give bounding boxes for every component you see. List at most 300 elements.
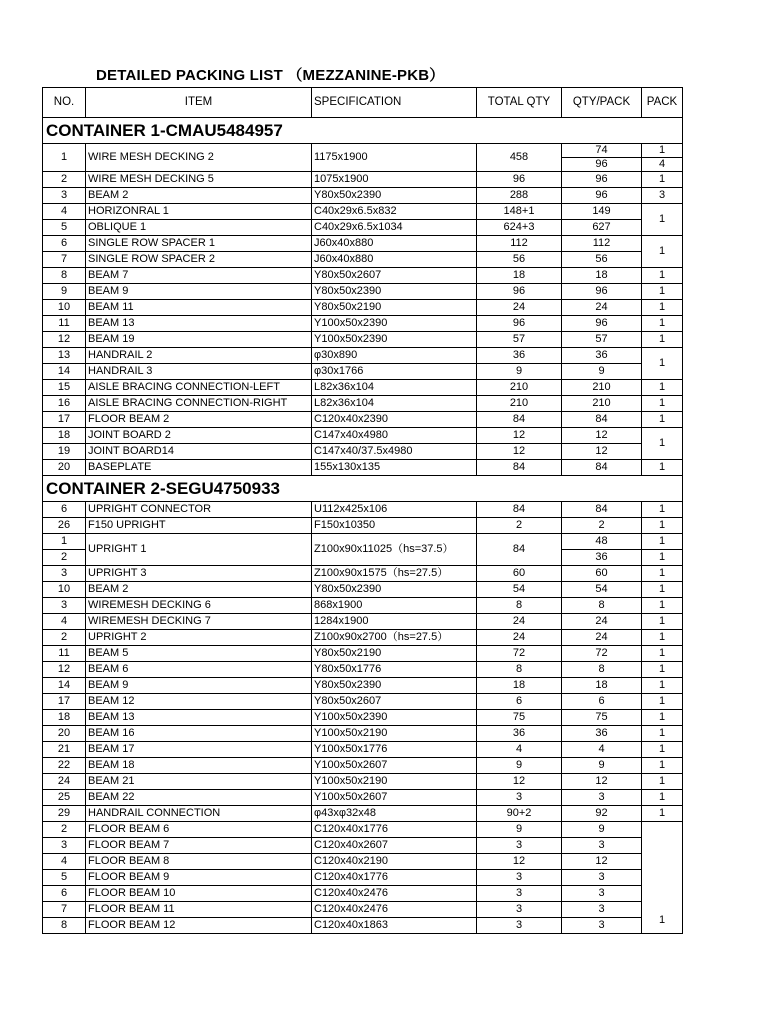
cell-no: 12: [43, 662, 86, 678]
cell-qty-per-pack: 60: [562, 566, 642, 582]
cell-no: 3: [43, 598, 86, 614]
table-row: [43, 742, 683, 758]
table-row: [43, 838, 683, 854]
cell-item: BEAM 13: [86, 710, 312, 726]
table-row: [43, 284, 683, 300]
cell-pack: 1: [642, 758, 683, 774]
cell-spec: U112x425x106: [312, 502, 477, 518]
cell-spec: Z100x90x1575（hs=27.5）: [312, 566, 477, 582]
cell-item: AISLE BRACING CONNECTION-LEFT: [86, 380, 312, 396]
cell-total-qty: 54: [477, 582, 562, 598]
cell-total-qty: 24: [477, 300, 562, 316]
cell-item: JOINT BOARD14: [86, 444, 312, 460]
table-row: [43, 428, 683, 444]
cell-pack: 1: [642, 380, 683, 396]
cell-item: BEAM 11: [86, 300, 312, 316]
cell-no: 6: [43, 886, 86, 902]
cell-qty-per-pack: 18: [562, 268, 642, 284]
cell-spec: 155x130x135: [312, 460, 477, 476]
cell-no: 11: [43, 316, 86, 332]
cell-qty-per-pack: 36: [562, 550, 642, 566]
cell-qty-per-pack: 3: [562, 838, 642, 854]
cell-pack: 1: [642, 204, 683, 236]
cell-item: UPRIGHT 3: [86, 566, 312, 582]
cell-spec: L82x36x104: [312, 380, 477, 396]
cell-no: 22: [43, 758, 86, 774]
table-row: [43, 758, 683, 774]
table-row: [43, 870, 683, 886]
cell-item: BEAM 9: [86, 284, 312, 300]
cell-qty-per-pack: 72: [562, 646, 642, 662]
cell-total-qty: 2: [477, 518, 562, 534]
cell-item: FLOOR BEAM 7: [86, 838, 312, 854]
table-row: [43, 316, 683, 332]
cell-qty-per-pack: 8: [562, 598, 642, 614]
cell-pack: 1: [642, 726, 683, 742]
column-header-no: NO.: [43, 88, 86, 118]
cell-item: FLOOR BEAM 6: [86, 822, 312, 838]
table-row: [43, 380, 683, 396]
cell-pack: 1: [642, 678, 683, 694]
cell-spec: Y80x50x2607: [312, 268, 477, 284]
table-row: [43, 582, 683, 598]
table-row: [43, 630, 683, 646]
cell-item: BASEPLATE: [86, 460, 312, 476]
cell-item: BEAM 5: [86, 646, 312, 662]
table-row: [43, 598, 683, 614]
cell-item: OBLIQUE 1: [86, 220, 312, 236]
cell-no: 9: [43, 284, 86, 300]
cell-item: BEAM 12: [86, 694, 312, 710]
table-row: [43, 236, 683, 252]
cell-total-qty: 96: [477, 316, 562, 332]
table-row: [43, 268, 683, 284]
cell-qty-per-pack: 54: [562, 582, 642, 598]
cell-qty-per-pack: 149: [562, 204, 642, 220]
cell-qty-per-pack: 12: [562, 444, 642, 460]
cell-item: BEAM 13: [86, 316, 312, 332]
cell-item: WIREMESH DECKING 7: [86, 614, 312, 630]
cell-spec: Y100x50x1776: [312, 742, 477, 758]
cell-qty-per-pack: 4: [562, 742, 642, 758]
cell-spec: C120x40x2390: [312, 412, 477, 428]
cell-no: 26: [43, 518, 86, 534]
cell-item: HANDRAIL 3: [86, 364, 312, 380]
cell-spec: L82x36x104: [312, 396, 477, 412]
cell-qty-per-pack: 96: [562, 188, 642, 204]
cell-item: FLOOR BEAM 8: [86, 854, 312, 870]
cell-qty-per-pack: 92: [562, 806, 642, 822]
cell-qty-per-pack: 112: [562, 236, 642, 252]
cell-no: 29: [43, 806, 86, 822]
cell-total-qty: 9: [477, 822, 562, 838]
cell-total-qty: 3: [477, 886, 562, 902]
cell-qty-per-pack: 56: [562, 252, 642, 268]
cell-no: 5: [43, 220, 86, 236]
cell-qty-per-pack: 96: [562, 158, 642, 172]
cell-item: BEAM 7: [86, 268, 312, 284]
cell-pack: 1: [642, 300, 683, 316]
cell-item: SINGLE ROW SPACER 2: [86, 252, 312, 268]
cell-pack: 1: [642, 646, 683, 662]
cell-pack: 1: [642, 284, 683, 300]
cell-total-qty: 60: [477, 566, 562, 582]
cell-total-qty: 12: [477, 444, 562, 460]
cell-qty-per-pack: 96: [562, 316, 642, 332]
cell-item: UPRIGHT 1: [86, 534, 312, 566]
cell-item: UPRIGHT 2: [86, 630, 312, 646]
cell-no: 17: [43, 412, 86, 428]
table-row: [43, 412, 683, 428]
cell-spec: C120x40x2476: [312, 902, 477, 918]
cell-total-qty: 12: [477, 774, 562, 790]
cell-qty-per-pack: 24: [562, 300, 642, 316]
cell-item: BEAM 21: [86, 774, 312, 790]
column-header-qty-per-pack: QTY/PACK: [562, 88, 642, 118]
cell-pack: 1: [642, 806, 683, 822]
cell-qty-per-pack: 12: [562, 854, 642, 870]
cell-spec: Y100x50x2607: [312, 790, 477, 806]
cell-total-qty: 458: [477, 144, 562, 172]
cell-no: 13: [43, 348, 86, 364]
cell-spec: C120x40x1863: [312, 918, 477, 934]
cell-no: 20: [43, 460, 86, 476]
cell-no: 8: [43, 918, 86, 934]
table-row: [43, 220, 683, 236]
cell-qty-per-pack: 3: [562, 902, 642, 918]
cell-total-qty: 210: [477, 396, 562, 412]
cell-spec: Y80x50x2390: [312, 284, 477, 300]
cell-pack: 1: [642, 790, 683, 806]
cell-total-qty: 210: [477, 380, 562, 396]
cell-total-qty: 72: [477, 646, 562, 662]
cell-pack: 1: [642, 598, 683, 614]
cell-spec: C120x40x2190: [312, 854, 477, 870]
table-row: [43, 614, 683, 630]
cell-item: BEAM 6: [86, 662, 312, 678]
cell-item: F150 UPRIGHT: [86, 518, 312, 534]
cell-item: SINGLE ROW SPACER 1: [86, 236, 312, 252]
cell-no: 20: [43, 726, 86, 742]
cell-no: 10: [43, 300, 86, 316]
cell-total-qty: 3: [477, 838, 562, 854]
cell-total-qty: 9: [477, 758, 562, 774]
cell-no: 7: [43, 252, 86, 268]
table-row: [43, 678, 683, 694]
cell-item: WIRE MESH DECKING 2: [86, 144, 312, 172]
cell-total-qty: 3: [477, 870, 562, 886]
cell-no: 15: [43, 380, 86, 396]
table-row: [43, 726, 683, 742]
cell-no: 5: [43, 870, 86, 886]
cell-total-qty: 36: [477, 726, 562, 742]
cell-total-qty: 84: [477, 460, 562, 476]
cell-spec: C147x40/37.5x4980: [312, 444, 477, 460]
container-header-row: [43, 118, 683, 144]
cell-no: 2: [43, 822, 86, 838]
column-header-total-qty: TOTAL QTY: [477, 88, 562, 118]
cell-qty-per-pack: 48: [562, 534, 642, 550]
cell-total-qty: 57: [477, 332, 562, 348]
cell-item: BEAM 9: [86, 678, 312, 694]
cell-spec: Z100x90x11025（hs=37.5）: [312, 534, 477, 566]
cell-item: HANDRAIL 2: [86, 348, 312, 364]
cell-total-qty: 624+3: [477, 220, 562, 236]
cell-no: 24: [43, 774, 86, 790]
cell-no: 4: [43, 854, 86, 870]
cell-total-qty: 4: [477, 742, 562, 758]
cell-total-qty: 90+2: [477, 806, 562, 822]
cell-spec: C40x29x6.5x1034: [312, 220, 477, 236]
table-row: [43, 144, 683, 158]
table-row: [43, 694, 683, 710]
table-row: [43, 460, 683, 476]
cell-no: 2: [43, 630, 86, 646]
table-row: [43, 332, 683, 348]
cell-spec: C147x40x4980: [312, 428, 477, 444]
cell-total-qty: 18: [477, 268, 562, 284]
table-row: [43, 396, 683, 412]
cell-spec: φ30x890: [312, 348, 477, 364]
table-row: [43, 188, 683, 204]
cell-qty-per-pack: 3: [562, 886, 642, 902]
cell-total-qty: 12: [477, 428, 562, 444]
table-header-row: [43, 88, 683, 118]
cell-spec: C120x40x1776: [312, 822, 477, 838]
cell-total-qty: 9: [477, 364, 562, 380]
cell-spec: Y80x50x2390: [312, 678, 477, 694]
cell-total-qty: 36: [477, 348, 562, 364]
cell-pack: 1: [642, 172, 683, 188]
cell-qty-per-pack: 84: [562, 502, 642, 518]
cell-spec: Y80x50x2390: [312, 188, 477, 204]
cell-spec: Y100x50x2190: [312, 774, 477, 790]
cell-qty-per-pack: 75: [562, 710, 642, 726]
table-row: [43, 364, 683, 380]
cell-qty-per-pack: 36: [562, 348, 642, 364]
cell-item: BEAM 17: [86, 742, 312, 758]
cell-qty-per-pack: 24: [562, 614, 642, 630]
cell-qty-per-pack: 8: [562, 662, 642, 678]
table-row: [43, 662, 683, 678]
cell-qty-per-pack: 3: [562, 790, 642, 806]
cell-spec: Y80x50x1776: [312, 662, 477, 678]
cell-spec: C120x40x2607: [312, 838, 477, 854]
cell-item: AISLE BRACING CONNECTION-RIGHT: [86, 396, 312, 412]
table-row: [43, 646, 683, 662]
cell-total-qty: 24: [477, 630, 562, 646]
cell-spec: Y100x50x2390: [312, 316, 477, 332]
cell-no: 19: [43, 444, 86, 460]
cell-pack: 1: [642, 502, 683, 518]
cell-spec: Y100x50x2390: [312, 332, 477, 348]
table-row: [43, 710, 683, 726]
table-row: [43, 854, 683, 870]
cell-qty-per-pack: 9: [562, 364, 642, 380]
column-header-item: ITEM: [86, 88, 312, 118]
column-header-specification: SPECIFICATION: [312, 88, 477, 118]
cell-total-qty: 75: [477, 710, 562, 726]
cell-item: UPRIGHT CONNECTOR: [86, 502, 312, 518]
cell-qty-per-pack: 9: [562, 822, 642, 838]
cell-no: 12: [43, 332, 86, 348]
cell-spec: φ43xφ32x48: [312, 806, 477, 822]
column-header-pack: PACK: [642, 88, 683, 118]
table-row: [43, 806, 683, 822]
cell-total-qty: 3: [477, 902, 562, 918]
cell-total-qty: 3: [477, 918, 562, 934]
cell-qty-per-pack: 3: [562, 870, 642, 886]
container-label: CONTAINER 1-CMAU5484957: [43, 118, 683, 144]
cell-no: 3: [43, 188, 86, 204]
table-row: [43, 444, 683, 460]
cell-spec: Y80x50x2607: [312, 694, 477, 710]
container-header-row: [43, 476, 683, 502]
cell-pack: 1: [642, 316, 683, 332]
cell-pack: 1: [642, 662, 683, 678]
cell-no: 1: [43, 534, 86, 550]
cell-pack: 1: [642, 614, 683, 630]
cell-qty-per-pack: 627: [562, 220, 642, 236]
cell-no: 3: [43, 838, 86, 854]
cell-total-qty: 8: [477, 662, 562, 678]
cell-no: 17: [43, 694, 86, 710]
cell-spec: F150x10350: [312, 518, 477, 534]
cell-no: 4: [43, 614, 86, 630]
cell-pack: 1: [642, 774, 683, 790]
table-row: [43, 502, 683, 518]
cell-total-qty: 8: [477, 598, 562, 614]
cell-total-qty: 112: [477, 236, 562, 252]
cell-item: BEAM 2: [86, 582, 312, 598]
cell-total-qty: 6: [477, 694, 562, 710]
cell-qty-per-pack: 74: [562, 144, 642, 158]
cell-spec: 868x1900: [312, 598, 477, 614]
cell-total-qty: 84: [477, 412, 562, 428]
cell-qty-per-pack: 6: [562, 694, 642, 710]
cell-pack: 1: [642, 710, 683, 726]
cell-qty-per-pack: 84: [562, 460, 642, 476]
cell-spec: J60x40x880: [312, 236, 477, 252]
cell-qty-per-pack: 9: [562, 758, 642, 774]
cell-total-qty: 18: [477, 678, 562, 694]
cell-qty-per-pack: 210: [562, 380, 642, 396]
cell-spec: Z100x90x2700（hs=27.5）: [312, 630, 477, 646]
cell-no: 11: [43, 646, 86, 662]
table-row: [43, 774, 683, 790]
cell-no: 14: [43, 678, 86, 694]
cell-pack: 1: [642, 428, 683, 460]
cell-pack: 4: [642, 158, 683, 172]
cell-item: FLOOR BEAM 9: [86, 870, 312, 886]
cell-total-qty: 96: [477, 284, 562, 300]
table-row: [43, 348, 683, 364]
cell-no: 18: [43, 710, 86, 726]
cell-spec: 1075x1900: [312, 172, 477, 188]
cell-item: BEAM 16: [86, 726, 312, 742]
cell-qty-per-pack: 210: [562, 396, 642, 412]
cell-no: 2: [43, 550, 86, 566]
cell-item: BEAM 18: [86, 758, 312, 774]
cell-qty-per-pack: 24: [562, 630, 642, 646]
cell-qty-per-pack: 96: [562, 172, 642, 188]
cell-pack: 1: [642, 694, 683, 710]
cell-no: 6: [43, 236, 86, 252]
cell-qty-per-pack: 2: [562, 518, 642, 534]
cell-pack: 1: [642, 268, 683, 284]
cell-qty-per-pack: 3: [562, 918, 642, 934]
cell-pack: 1: [642, 582, 683, 598]
table-row: [43, 300, 683, 316]
cell-total-qty: 84: [477, 534, 562, 566]
cell-spec: Y100x50x2390: [312, 710, 477, 726]
cell-spec: J60x40x880: [312, 252, 477, 268]
cell-pack: 1: [642, 332, 683, 348]
cell-total-qty: 24: [477, 614, 562, 630]
table-row: [43, 566, 683, 582]
cell-qty-per-pack: 84: [562, 412, 642, 428]
cell-spec: φ30x1766: [312, 364, 477, 380]
table-row: [43, 918, 683, 934]
table-row: [43, 204, 683, 220]
cell-pack: 1: [642, 742, 683, 758]
cell-spec: 1284x1900: [312, 614, 477, 630]
table-row: [43, 534, 683, 550]
table-row: [43, 252, 683, 268]
cell-item: HANDRAIL CONNECTION: [86, 806, 312, 822]
cell-item: FLOOR BEAM 11: [86, 902, 312, 918]
cell-pack: 3: [642, 188, 683, 204]
cell-pack: 1: [642, 534, 683, 550]
cell-qty-per-pack: 57: [562, 332, 642, 348]
cell-pack: 1: [642, 460, 683, 476]
cell-pack: 1: [642, 550, 683, 566]
cell-spec: C120x40x1776: [312, 870, 477, 886]
cell-item: BEAM 19: [86, 332, 312, 348]
cell-total-qty: 148+1: [477, 204, 562, 220]
cell-spec: C40x29x6.5x832: [312, 204, 477, 220]
cell-no: 8: [43, 268, 86, 284]
cell-total-qty: 288: [477, 188, 562, 204]
cell-pack: 1: [642, 144, 683, 158]
cell-item: FLOOR BEAM 10: [86, 886, 312, 902]
cell-item: FLOOR BEAM 2: [86, 412, 312, 428]
packing-list-table: [42, 87, 683, 934]
cell-spec: Y80x50x2190: [312, 646, 477, 662]
cell-no: 2: [43, 172, 86, 188]
cell-item: BEAM 22: [86, 790, 312, 806]
cell-qty-per-pack: 36: [562, 726, 642, 742]
cell-spec: Y80x50x2190: [312, 300, 477, 316]
cell-total-qty: 84: [477, 502, 562, 518]
cell-spec: Y100x50x2190: [312, 726, 477, 742]
cell-pack: 1: [642, 630, 683, 646]
cell-no: 1: [43, 144, 86, 172]
cell-item: WIREMESH DECKING 6: [86, 598, 312, 614]
cell-pack: 1: [642, 518, 683, 534]
cell-total-qty: 96: [477, 172, 562, 188]
cell-qty-per-pack: 96: [562, 284, 642, 300]
table-row: [43, 172, 683, 188]
cell-no: 18: [43, 428, 86, 444]
cell-total-qty: 56: [477, 252, 562, 268]
cell-qty-per-pack: 12: [562, 774, 642, 790]
cell-no: 7: [43, 902, 86, 918]
cell-item: BEAM 2: [86, 188, 312, 204]
cell-pack: 1: [642, 348, 683, 380]
cell-no: 21: [43, 742, 86, 758]
cell-total-qty: 12: [477, 854, 562, 870]
